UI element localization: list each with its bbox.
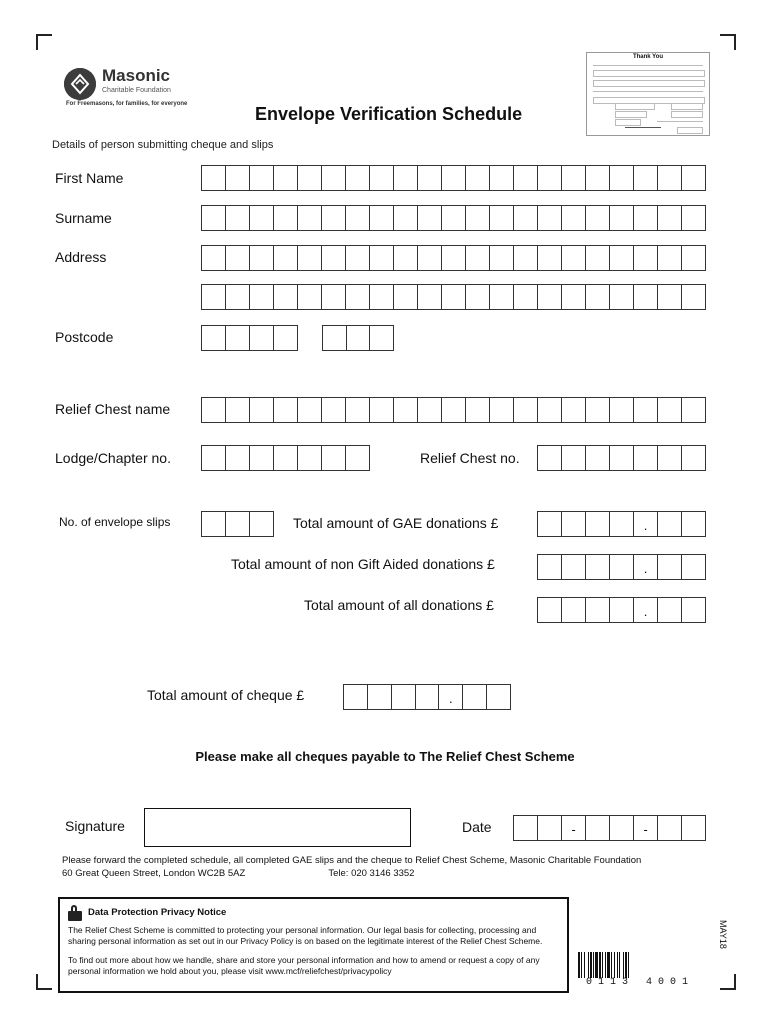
character-box[interactable] xyxy=(346,446,369,470)
character-box[interactable] xyxy=(610,285,634,309)
thumbnail-box xyxy=(615,119,641,126)
thumbnail-box xyxy=(593,70,705,77)
thank-you-slip-thumbnail xyxy=(586,52,710,136)
character-box[interactable] xyxy=(682,598,705,622)
character-box[interactable] xyxy=(226,446,250,470)
envelope-slips-boxes[interactable] xyxy=(201,511,274,537)
crop-mark-top-left xyxy=(36,34,52,50)
character-box[interactable] xyxy=(418,285,442,309)
character-box[interactable] xyxy=(610,446,634,470)
character-box[interactable] xyxy=(658,398,682,422)
character-box[interactable] xyxy=(250,398,274,422)
relief-chest-no-label: Relief Chest no. xyxy=(420,450,520,466)
character-box[interactable] xyxy=(490,166,514,190)
first-name-boxes[interactable] xyxy=(201,165,706,191)
date-boxes[interactable] xyxy=(513,815,706,841)
character-box[interactable] xyxy=(250,166,274,190)
character-box[interactable] xyxy=(682,816,705,840)
character-box[interactable] xyxy=(226,285,250,309)
character-box[interactable] xyxy=(370,166,394,190)
thumbnail-box xyxy=(615,111,647,118)
character-box[interactable] xyxy=(394,206,418,230)
character-box[interactable] xyxy=(634,285,658,309)
thumbnail-barcode xyxy=(625,127,661,128)
character-box[interactable] xyxy=(658,285,682,309)
signature-label: Signature xyxy=(65,818,125,834)
character-box[interactable] xyxy=(394,285,418,309)
character-box[interactable] xyxy=(226,326,250,350)
character-box[interactable] xyxy=(202,246,226,270)
crop-mark-top-right xyxy=(720,34,736,50)
character-box[interactable] xyxy=(322,206,346,230)
cheques-payable-notice: Please make all cheques payable to The Relief Chest Scheme xyxy=(195,749,575,764)
character-box[interactable] xyxy=(487,685,510,709)
character-box[interactable] xyxy=(682,206,705,230)
character-box[interactable] xyxy=(344,685,368,709)
relief-chest-name-boxes[interactable] xyxy=(201,397,706,423)
address-line-2-boxes[interactable] xyxy=(201,284,706,310)
character-box[interactable] xyxy=(538,246,562,270)
character-box[interactable] xyxy=(202,446,226,470)
character-box[interactable] xyxy=(466,398,490,422)
thumbnail-box xyxy=(615,103,655,110)
character-box[interactable] xyxy=(562,446,586,470)
cheque-total-boxes[interactable] xyxy=(343,684,511,710)
all-donations-label: Total amount of all donations £ xyxy=(304,597,494,613)
character-box[interactable] xyxy=(538,598,562,622)
character-box[interactable] xyxy=(634,166,658,190)
character-box[interactable] xyxy=(658,246,682,270)
character-box[interactable] xyxy=(610,816,634,840)
privacy-paragraph-1: The Relief Chest Scheme is committed to protecting your personal information. Our legal basis for collecting, processing and sharing personal information as set out in our Privacy Policy is on based on the legitimate interest of the Relief Chest Scheme. xyxy=(68,925,543,947)
character-box[interactable] xyxy=(658,206,682,230)
forwarding-telephone: Tele: 020 3146 3352 xyxy=(328,867,415,879)
crop-mark-bottom-right xyxy=(720,974,736,990)
character-box[interactable] xyxy=(463,685,487,709)
character-box[interactable] xyxy=(586,816,610,840)
character-box[interactable] xyxy=(250,512,273,536)
character-box[interactable] xyxy=(394,398,418,422)
privacy-notice xyxy=(58,897,569,993)
character-box[interactable] xyxy=(538,206,562,230)
character-box[interactable] xyxy=(586,206,610,230)
character-box[interactable] xyxy=(226,246,250,270)
character-box[interactable] xyxy=(538,816,562,840)
character-box[interactable] xyxy=(274,446,298,470)
character-box[interactable] xyxy=(562,246,586,270)
character-box[interactable] xyxy=(298,246,322,270)
character-box[interactable] xyxy=(610,246,634,270)
address-label: Address xyxy=(55,249,107,265)
relief-chest-no-boxes[interactable] xyxy=(537,445,706,471)
character-box[interactable] xyxy=(514,206,538,230)
gae-donations-boxes[interactable] xyxy=(537,511,706,537)
character-box[interactable] xyxy=(322,398,346,422)
character-box[interactable] xyxy=(682,512,705,536)
character-box[interactable] xyxy=(538,285,562,309)
surname-label: Surname xyxy=(55,210,112,226)
character-box[interactable] xyxy=(634,246,658,270)
character-box[interactable] xyxy=(202,206,226,230)
character-box[interactable] xyxy=(586,446,610,470)
character-box[interactable] xyxy=(392,685,416,709)
all-donations-boxes[interactable] xyxy=(537,597,706,623)
character-box[interactable] xyxy=(466,166,490,190)
character-box[interactable] xyxy=(490,285,514,309)
postcode-inward-boxes[interactable] xyxy=(322,325,394,351)
character-box[interactable] xyxy=(658,555,682,579)
character-box[interactable] xyxy=(370,326,393,350)
thumbnail-box xyxy=(593,80,705,87)
character-box[interactable]: . xyxy=(634,512,658,536)
character-box[interactable] xyxy=(586,598,610,622)
character-box[interactable] xyxy=(346,398,370,422)
page-title: Envelope Verification Schedule xyxy=(255,104,523,124)
character-box[interactable] xyxy=(466,206,490,230)
character-box[interactable] xyxy=(514,816,538,840)
character-box[interactable]: . xyxy=(439,685,463,709)
character-box[interactable] xyxy=(298,446,322,470)
character-box[interactable] xyxy=(562,512,586,536)
character-box[interactable] xyxy=(394,166,418,190)
thank-you-slip-title: Thank You xyxy=(632,54,664,60)
character-box[interactable]: - xyxy=(634,816,658,840)
character-box[interactable] xyxy=(538,446,562,470)
character-box[interactable] xyxy=(346,246,370,270)
logo-subname: Charitable Foundation xyxy=(102,87,171,94)
character-box[interactable] xyxy=(658,446,682,470)
character-box[interactable] xyxy=(322,285,346,309)
character-box[interactable] xyxy=(682,446,705,470)
character-box[interactable] xyxy=(562,285,586,309)
character-box[interactable] xyxy=(322,246,346,270)
character-box[interactable] xyxy=(658,598,682,622)
character-box[interactable] xyxy=(347,326,371,350)
character-box[interactable] xyxy=(323,326,347,350)
character-box[interactable] xyxy=(538,555,562,579)
surname-boxes[interactable] xyxy=(201,205,706,231)
character-box[interactable] xyxy=(682,166,705,190)
privacy-notice-header xyxy=(68,905,559,921)
character-box[interactable] xyxy=(562,166,586,190)
character-box[interactable] xyxy=(274,246,298,270)
forwarding-instructions xyxy=(62,855,641,881)
character-box[interactable] xyxy=(442,398,466,422)
logo-name: Masonic xyxy=(102,66,171,85)
character-box[interactable] xyxy=(682,285,705,309)
character-box[interactable] xyxy=(442,166,466,190)
character-box[interactable] xyxy=(634,446,658,470)
character-box[interactable] xyxy=(418,398,442,422)
character-box[interactable] xyxy=(250,206,274,230)
masonic-logo-icon xyxy=(64,68,96,100)
character-box[interactable] xyxy=(466,246,490,270)
character-box[interactable]: . xyxy=(634,555,658,579)
character-box[interactable] xyxy=(202,166,226,190)
character-box[interactable] xyxy=(586,285,610,309)
character-box[interactable] xyxy=(586,166,610,190)
character-box[interactable] xyxy=(634,206,658,230)
character-box[interactable] xyxy=(442,206,466,230)
character-box[interactable] xyxy=(610,166,634,190)
character-box[interactable] xyxy=(658,816,682,840)
gae-donations-label: Total amount of GAE donations £ xyxy=(293,515,499,531)
character-box[interactable] xyxy=(538,512,562,536)
date-label: Date xyxy=(462,819,492,835)
character-box[interactable] xyxy=(682,555,705,579)
character-box[interactable] xyxy=(418,246,442,270)
character-box[interactable] xyxy=(610,555,634,579)
character-box[interactable] xyxy=(634,398,658,422)
character-box[interactable] xyxy=(514,166,538,190)
character-box[interactable] xyxy=(490,246,514,270)
forwarding-line: Please forward the completed schedule, all completed GAE slips and the cheque to Relief Chest Scheme, Masonic Charitable Foundation xyxy=(62,855,642,866)
character-box[interactable] xyxy=(250,326,274,350)
character-box[interactable] xyxy=(658,512,682,536)
character-box[interactable] xyxy=(658,166,682,190)
character-box[interactable] xyxy=(274,206,298,230)
thumbnail-line xyxy=(657,121,703,122)
character-box[interactable] xyxy=(226,398,250,422)
forwarding-address-row xyxy=(62,868,641,881)
character-box[interactable] xyxy=(394,246,418,270)
signature-field[interactable] xyxy=(144,808,411,847)
thumbnail-line xyxy=(593,65,703,66)
character-box[interactable] xyxy=(562,555,586,579)
character-box[interactable] xyxy=(322,166,346,190)
character-box[interactable] xyxy=(370,285,394,309)
character-box[interactable] xyxy=(418,206,442,230)
first-name-label: First Name xyxy=(55,170,124,186)
form-code: MAY18 xyxy=(718,920,728,949)
character-box[interactable] xyxy=(586,555,610,579)
non-gift-aided-boxes[interactable] xyxy=(537,554,706,580)
character-box[interactable] xyxy=(416,685,440,709)
character-box[interactable] xyxy=(586,512,610,536)
character-box[interactable] xyxy=(368,685,392,709)
character-box[interactable] xyxy=(442,246,466,270)
character-box[interactable] xyxy=(610,398,634,422)
forwarding-address: 60 Great Queen Street, London WC2B 5AZ xyxy=(62,867,246,879)
postcode-outward-boxes[interactable] xyxy=(201,325,298,351)
character-box[interactable] xyxy=(442,285,466,309)
character-box[interactable] xyxy=(274,398,298,422)
thumbnail-line xyxy=(593,91,703,92)
crop-mark-bottom-left xyxy=(36,974,52,990)
character-box[interactable] xyxy=(586,246,610,270)
character-box[interactable] xyxy=(514,285,538,309)
character-box[interactable] xyxy=(274,285,298,309)
character-box[interactable] xyxy=(514,398,538,422)
character-box[interactable] xyxy=(298,285,322,309)
cheque-total-label: Total amount of cheque £ xyxy=(147,687,305,703)
character-box[interactable] xyxy=(682,398,705,422)
barcode-number: 0113 4001 xyxy=(586,977,695,988)
logo-tagline: For Freemasons, for families, for everyone xyxy=(66,101,188,107)
character-box[interactable] xyxy=(226,206,250,230)
address-line-1-boxes[interactable] xyxy=(201,245,706,271)
character-box[interactable] xyxy=(298,206,322,230)
postcode-label: Postcode xyxy=(55,329,114,345)
envelope-slips-label: No. of envelope slips xyxy=(59,515,171,529)
lodge-chapter-no-boxes[interactable] xyxy=(201,445,370,471)
character-box[interactable] xyxy=(538,398,562,422)
character-box[interactable] xyxy=(202,398,226,422)
character-box[interactable] xyxy=(370,398,394,422)
character-box[interactable] xyxy=(250,446,274,470)
lodge-chapter-no-label: Lodge/Chapter no. xyxy=(55,450,171,466)
thumbnail-box xyxy=(671,103,703,110)
character-box[interactable] xyxy=(514,246,538,270)
character-box[interactable] xyxy=(250,246,274,270)
thumbnail-box xyxy=(677,127,703,134)
character-box[interactable] xyxy=(202,285,226,309)
character-box[interactable] xyxy=(586,398,610,422)
relief-chest-name-label: Relief Chest name xyxy=(55,401,171,417)
character-box[interactable] xyxy=(562,598,586,622)
thumbnail-box xyxy=(671,111,703,118)
character-box[interactable] xyxy=(610,512,634,536)
character-box[interactable] xyxy=(298,398,322,422)
character-box[interactable] xyxy=(226,512,250,536)
character-box[interactable] xyxy=(346,166,370,190)
character-box[interactable] xyxy=(202,326,226,350)
character-box[interactable] xyxy=(562,398,586,422)
character-box[interactable] xyxy=(346,285,370,309)
barcode-icon xyxy=(578,952,668,978)
non-gift-aided-label: Total amount of non Gift Aided donations £ xyxy=(231,556,495,572)
character-box[interactable] xyxy=(562,206,586,230)
character-box[interactable] xyxy=(202,512,226,536)
character-box[interactable] xyxy=(250,285,274,309)
section-subheading: Details of person submitting cheque and slips xyxy=(52,139,274,151)
character-box[interactable] xyxy=(490,398,514,422)
character-box[interactable] xyxy=(466,285,490,309)
character-box[interactable] xyxy=(346,206,370,230)
character-box[interactable] xyxy=(274,166,298,190)
character-box[interactable] xyxy=(322,446,346,470)
privacy-notice-title: Data Protection Privacy Notice xyxy=(88,906,227,918)
character-box[interactable] xyxy=(298,166,322,190)
lock-icon xyxy=(68,905,82,921)
character-box[interactable] xyxy=(226,166,250,190)
character-box[interactable] xyxy=(538,166,562,190)
character-box[interactable]: - xyxy=(562,816,586,840)
character-box[interactable] xyxy=(418,166,442,190)
character-box[interactable] xyxy=(274,326,297,350)
character-box[interactable] xyxy=(610,598,634,622)
character-box[interactable] xyxy=(610,206,634,230)
character-box[interactable] xyxy=(490,206,514,230)
character-box[interactable] xyxy=(682,246,705,270)
character-box[interactable] xyxy=(370,246,394,270)
character-box[interactable] xyxy=(370,206,394,230)
character-box[interactable]: . xyxy=(634,598,658,622)
privacy-paragraph-2: To find out more about how we handle, share and store your personal information and how to amend or request a copy of any personal information we hold about you, please visit www.mcf/reliefchest/privacypolicy xyxy=(68,955,540,977)
